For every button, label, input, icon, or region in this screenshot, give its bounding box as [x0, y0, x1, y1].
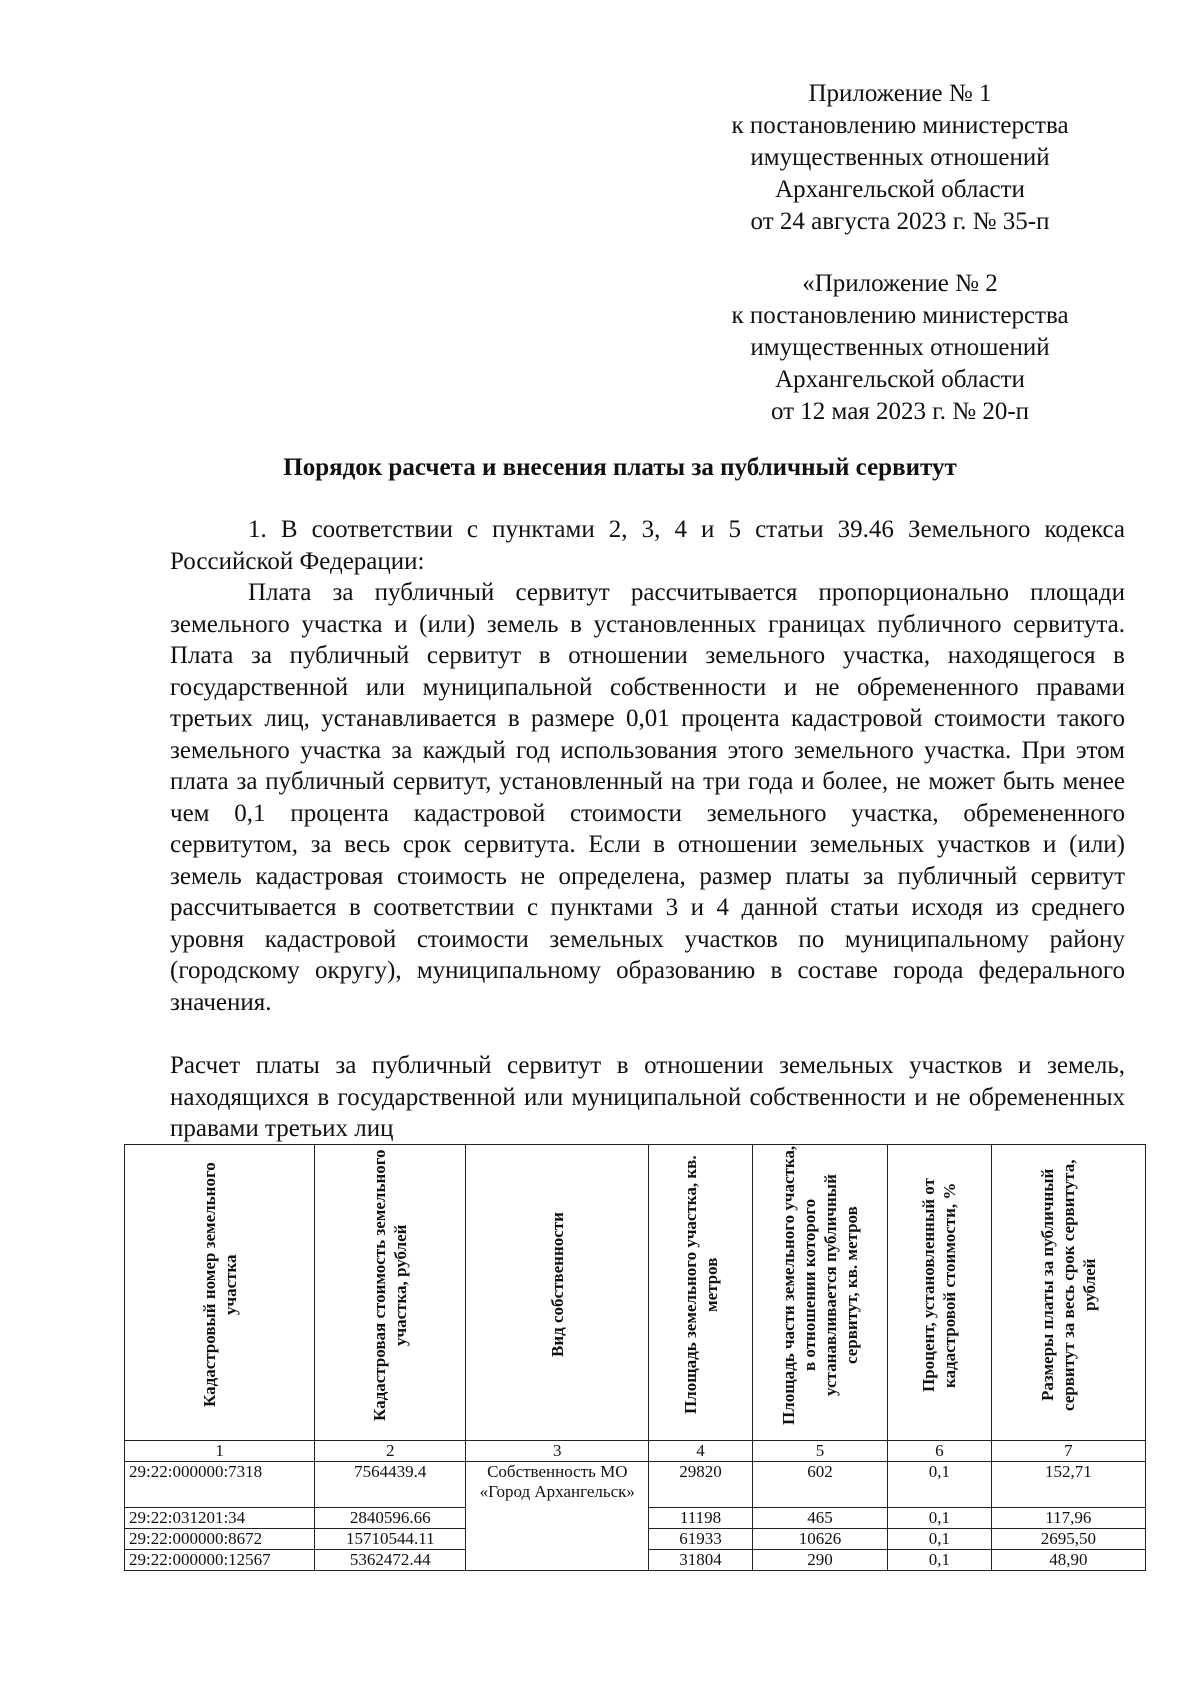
plot-area: 11198	[649, 1508, 753, 1529]
percent: 0,1	[888, 1529, 992, 1550]
percent: 0,1	[888, 1508, 992, 1529]
plot-area: 61933	[649, 1529, 753, 1550]
plot-area: 31804	[649, 1550, 753, 1571]
cadastral-number: 29:22:000000:8672	[125, 1529, 315, 1550]
appendix-2-line: к постановлению министерства	[731, 302, 1069, 329]
percent: 0,1	[888, 1550, 992, 1571]
column-number: 3	[466, 1441, 649, 1462]
column-number: 4	[649, 1441, 753, 1462]
fee: 152,71	[991, 1462, 1145, 1508]
servitude-area: 290	[752, 1550, 887, 1571]
document-title: Порядок расчета и внесения платы за публичный сервитут	[283, 454, 957, 481]
cadastral-number: 29:22:000000:7318	[125, 1462, 315, 1508]
cadastral-number: 29:22:031201:34	[125, 1508, 315, 1529]
cadastral-cost: 2840596.66	[315, 1508, 466, 1529]
clause-1-block	[170, 514, 1125, 1018]
servitude-area: 465	[752, 1508, 887, 1529]
servitude-fee-table	[124, 1144, 1146, 1571]
column-number: 5	[752, 1441, 887, 1462]
fee: 2695,50	[991, 1529, 1145, 1550]
appendix-1-header	[680, 78, 1120, 238]
cadastral-cost: 7564439.4	[315, 1462, 466, 1508]
header-cadastral-number: Кадастровый номер земельного участка	[125, 1145, 315, 1441]
percent: 0,1	[888, 1462, 992, 1508]
header-plot-area: Площадь земельного участка, кв. метров	[649, 1145, 753, 1441]
appendix-1-line: Приложение № 1	[808, 80, 992, 107]
appendix-2-line: от 12 мая 2023 г. № 20-п	[770, 398, 1030, 425]
fee: 48,90	[991, 1550, 1145, 1571]
appendix-2-line: Архангельской области	[775, 366, 1025, 393]
plot-area: 29820	[649, 1462, 753, 1508]
table-header-row	[125, 1145, 1146, 1441]
header-ownership-type: Вид собственности	[466, 1145, 649, 1441]
header-fee: Размеры платы за публичный сервитут за весь срок сервитута, рублей	[991, 1145, 1145, 1441]
header-percent: Процент, установленный от кадастровой стоимости, %	[888, 1145, 992, 1441]
table-row	[125, 1462, 1146, 1508]
header-servitude-area: Площадь части земельного участка, в отношении которого устанавливается публичный сервитут, кв. метров	[752, 1145, 887, 1441]
appendix-2-line: «Приложение № 2	[802, 270, 998, 297]
appendix-1-line: имущественных отношений	[750, 144, 1050, 171]
cadastral-cost: 5362472.44	[315, 1550, 466, 1571]
ownership-type: Собственность МО «Город Архангельск»	[466, 1462, 649, 1571]
appendix-1-line: к постановлению министерства	[731, 112, 1069, 139]
cadastral-number: 29:22:000000:12567	[125, 1550, 315, 1571]
appendix-1-line: от 24 августа 2023 г. № 35-п	[750, 208, 1050, 235]
column-number: 1	[125, 1441, 315, 1462]
column-number: 7	[991, 1441, 1145, 1462]
header-cadastral-cost: Кадастровая стоимость земельного участка, рублей	[315, 1145, 466, 1441]
servitude-area: 10626	[752, 1529, 887, 1550]
appendix-2-line: имущественных отношений	[750, 334, 1050, 361]
servitude-paragraph: Плата за публичный сервитут рассчитывается пропорционально площади земельного участка и (или) земель в установленных границах публичного сервитута. Плата за публичный сервитут в отношении земельного участка, находящегося в государственной или муниципальной собственности и не обремененного правами третьих лиц, устанавливается в размере 0,01 процента кадастровой стоимости такого земельного участка за каждый год использования этого земельного участка. При этом плата за публичный сервитут, установленный на три года и более, не может быть менее чем 0,1 процента кадастровой стоимости земельного участка, обремененного сервитутом, за весь срок сервитута. Если в отношении земельных участков и (или) земель кадастровая стоимость не определена, размер платы за публичный сервитут рассчитывается в соответствии с пунктами 3 и 4 данной статьи исходя из среднего уровня кадастровой стоимости земельных участков по муниципальному району (городскому округу), муниципальному образованию в составе города федерального значения.	[170, 579, 1125, 1016]
fee: 117,96	[991, 1508, 1145, 1529]
calculation-title-text: Расчет платы за публичный сервитут в отношении земельных участков и земель, находящихся в государственной или муниципальной собственности и не обремененных правами третьих лиц	[170, 1052, 1125, 1142]
column-number: 6	[888, 1441, 992, 1462]
cadastral-cost: 15710544.11	[315, 1529, 466, 1550]
column-number-row	[125, 1441, 1146, 1462]
calculation-title	[170, 1050, 1125, 1145]
servitude-area: 602	[752, 1462, 887, 1508]
column-number: 2	[315, 1441, 466, 1462]
appendix-2-header	[680, 268, 1120, 428]
clause-1: 1. В соответствии с пунктами 2, 3, 4 и 5 статьи 39.46 Земельного кодекса Российской Федерации:	[170, 516, 1125, 575]
appendix-1-line: Архангельской области	[775, 176, 1025, 203]
